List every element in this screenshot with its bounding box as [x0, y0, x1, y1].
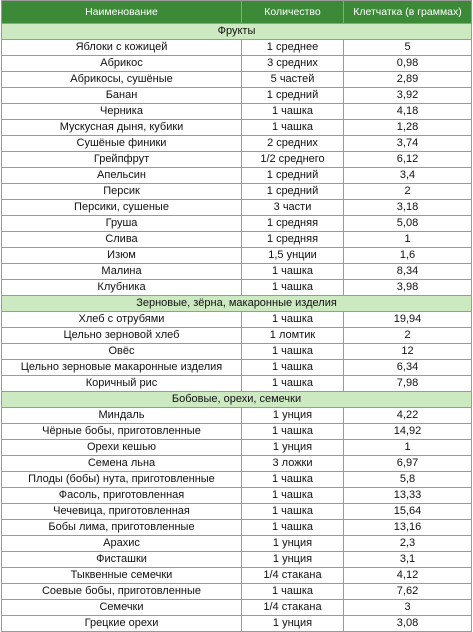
cell-fiber: 1: [344, 440, 472, 456]
cell-name: Малина: [2, 264, 242, 280]
cell-fiber: 14,92: [344, 424, 472, 440]
cell-name: Абрикос: [2, 56, 242, 72]
cell-fiber: 6,12: [344, 152, 472, 168]
cell-quantity: 1/4 стакана: [242, 568, 344, 584]
cell-fiber: 19,94: [344, 312, 472, 328]
cell-quantity: 1 унция: [242, 552, 344, 568]
cell-name: Яблоки с кожицей: [2, 40, 242, 56]
table-header: [2, 1, 472, 24]
table-row: [2, 40, 472, 56]
cell-name: Черника: [2, 104, 242, 120]
cell-name: Овёс: [2, 344, 242, 360]
cell-quantity: 1/2 среднего: [242, 152, 344, 168]
cell-quantity: 5 частей: [242, 72, 344, 88]
cell-name: Слива: [2, 232, 242, 248]
cell-fiber: 6,34: [344, 360, 472, 376]
category-row: [2, 392, 472, 408]
cell-quantity: 1 чашка: [242, 264, 344, 280]
table-row: [2, 120, 472, 136]
cell-quantity: 1 чашка: [242, 504, 344, 520]
cell-fiber: 3,08: [344, 616, 472, 632]
category-title: Фрукты: [2, 24, 472, 40]
table-row: [2, 472, 472, 488]
fiber-table: [1, 0, 472, 632]
cell-fiber: 5: [344, 40, 472, 56]
cell-name: Семечки: [2, 600, 242, 616]
table-row: [2, 152, 472, 168]
table-row: [2, 616, 472, 632]
cell-fiber: 4,22: [344, 408, 472, 424]
table-row: [2, 600, 472, 616]
table-row: [2, 424, 472, 440]
cell-quantity: 1 чашка: [242, 280, 344, 296]
cell-fiber: 0,98: [344, 56, 472, 72]
cell-quantity: 1 средний: [242, 168, 344, 184]
cell-name: Хлеб с отрубями: [2, 312, 242, 328]
table-row: [2, 488, 472, 504]
table-row: [2, 104, 472, 120]
cell-quantity: 1,5 унции: [242, 248, 344, 264]
table-row: [2, 200, 472, 216]
cell-fiber: 4,18: [344, 104, 472, 120]
cell-name: Цельно зерновой хлеб: [2, 328, 242, 344]
cell-name: Изюм: [2, 248, 242, 264]
cell-name: Чечевица, приготовленная: [2, 504, 242, 520]
cell-name: Груша: [2, 216, 242, 232]
cell-quantity: 1 чашка: [242, 376, 344, 392]
cell-name: Персик: [2, 184, 242, 200]
cell-name: Фисташки: [2, 552, 242, 568]
cell-name: Плоды (бобы) нута, приготовленные: [2, 472, 242, 488]
cell-quantity: 1 средний: [242, 184, 344, 200]
cell-quantity: 3 части: [242, 200, 344, 216]
cell-fiber: 6,97: [344, 456, 472, 472]
table-row: [2, 168, 472, 184]
cell-quantity: 1 унция: [242, 616, 344, 632]
category-title: Бобовые, орехи, семечки: [2, 392, 472, 408]
cell-name: Банан: [2, 88, 242, 104]
table-row: [2, 72, 472, 88]
cell-fiber: 1,6: [344, 248, 472, 264]
table-row: [2, 56, 472, 72]
cell-quantity: 1 унция: [242, 536, 344, 552]
cell-fiber: 12: [344, 344, 472, 360]
cell-name: Арахис: [2, 536, 242, 552]
cell-fiber: 3,92: [344, 88, 472, 104]
cell-quantity: 1 чашка: [242, 488, 344, 504]
cell-fiber: 2: [344, 184, 472, 200]
cell-name: Тыквенные семечки: [2, 568, 242, 584]
cell-fiber: 13,16: [344, 520, 472, 536]
cell-fiber: 4,12: [344, 568, 472, 584]
cell-quantity: 1 унция: [242, 440, 344, 456]
cell-quantity: 1 унция: [242, 408, 344, 424]
cell-quantity: 1/4 стакана: [242, 600, 344, 616]
table-row: [2, 568, 472, 584]
table-row: [2, 264, 472, 280]
cell-quantity: 1 чашка: [242, 104, 344, 120]
table-row: [2, 328, 472, 344]
cell-quantity: 1 средний: [242, 88, 344, 104]
cell-name: Миндаль: [2, 408, 242, 424]
table-row: [2, 408, 472, 424]
cell-name: Чёрные бобы, приготовленные: [2, 424, 242, 440]
cell-fiber: 2,89: [344, 72, 472, 88]
table-row: [2, 344, 472, 360]
cell-quantity: 3 ложки: [242, 456, 344, 472]
cell-name: Бобы лима, приготовленные: [2, 520, 242, 536]
cell-name: Мускусная дыня, кубики: [2, 120, 242, 136]
cell-quantity: 1 чашка: [242, 472, 344, 488]
header-quantity: Количество: [242, 1, 344, 24]
cell-fiber: 8,34: [344, 264, 472, 280]
cell-quantity: 1 ломтик: [242, 328, 344, 344]
table-row: [2, 88, 472, 104]
cell-fiber: 3,4: [344, 168, 472, 184]
cell-name: Сушёные финики: [2, 136, 242, 152]
cell-quantity: 1 чашка: [242, 312, 344, 328]
cell-fiber: 1: [344, 232, 472, 248]
cell-name: Орехи кешью: [2, 440, 242, 456]
table-row: [2, 216, 472, 232]
table-row: [2, 184, 472, 200]
cell-name: Апельсин: [2, 168, 242, 184]
table-row: [2, 232, 472, 248]
cell-quantity: 1 среднее: [242, 40, 344, 56]
cell-quantity: 3 средних: [242, 56, 344, 72]
table-row: [2, 248, 472, 264]
header-fiber: Клетчатка (в граммах): [344, 1, 472, 24]
cell-name: Цельно зерновые макаронные изделия: [2, 360, 242, 376]
cell-fiber: 5,8: [344, 472, 472, 488]
cell-name: Грейпфрут: [2, 152, 242, 168]
cell-fiber: 2,3: [344, 536, 472, 552]
cell-quantity: 1 чашка: [242, 344, 344, 360]
header-name: Наименование: [2, 1, 242, 24]
cell-quantity: 1 чашка: [242, 584, 344, 600]
cell-fiber: 2: [344, 328, 472, 344]
cell-quantity: 1 чашка: [242, 424, 344, 440]
table-row: [2, 360, 472, 376]
cell-fiber: 3: [344, 600, 472, 616]
table-row: [2, 456, 472, 472]
cell-quantity: 1 средняя: [242, 216, 344, 232]
table-row: [2, 440, 472, 456]
table-row: [2, 312, 472, 328]
cell-fiber: 1,28: [344, 120, 472, 136]
cell-name: Семена льна: [2, 456, 242, 472]
table-row: [2, 552, 472, 568]
cell-quantity: 1 чашка: [242, 520, 344, 536]
table-row: [2, 536, 472, 552]
cell-fiber: 7,98: [344, 376, 472, 392]
table-row: [2, 280, 472, 296]
category-row: [2, 296, 472, 312]
table-row: [2, 136, 472, 152]
cell-fiber: 3,74: [344, 136, 472, 152]
table-row: [2, 584, 472, 600]
table-row: [2, 376, 472, 392]
cell-name: Персики, сушеные: [2, 200, 242, 216]
cell-name: Соевые бобы, приготовленные: [2, 584, 242, 600]
cell-fiber: 13,33: [344, 488, 472, 504]
cell-fiber: 15,64: [344, 504, 472, 520]
cell-quantity: 1 средняя: [242, 232, 344, 248]
category-title: Зерновые, зёрна, макаронные изделия: [2, 296, 472, 312]
table-row: [2, 504, 472, 520]
cell-fiber: 3,1: [344, 552, 472, 568]
cell-quantity: 1 чашка: [242, 120, 344, 136]
cell-fiber: 3,98: [344, 280, 472, 296]
cell-name: Фасоль, приготовленная: [2, 488, 242, 504]
table-body: [2, 24, 472, 632]
cell-quantity: 1 чашка: [242, 360, 344, 376]
cell-name: Коричный рис: [2, 376, 242, 392]
cell-name: Абрикосы, сушёные: [2, 72, 242, 88]
cell-name: Грецкие орехи: [2, 616, 242, 632]
cell-quantity: 2 средних: [242, 136, 344, 152]
table-row: [2, 520, 472, 536]
cell-fiber: 3,18: [344, 200, 472, 216]
category-row: [2, 24, 472, 40]
cell-fiber: 5,08: [344, 216, 472, 232]
cell-fiber: 7,62: [344, 584, 472, 600]
cell-name: Клубника: [2, 280, 242, 296]
